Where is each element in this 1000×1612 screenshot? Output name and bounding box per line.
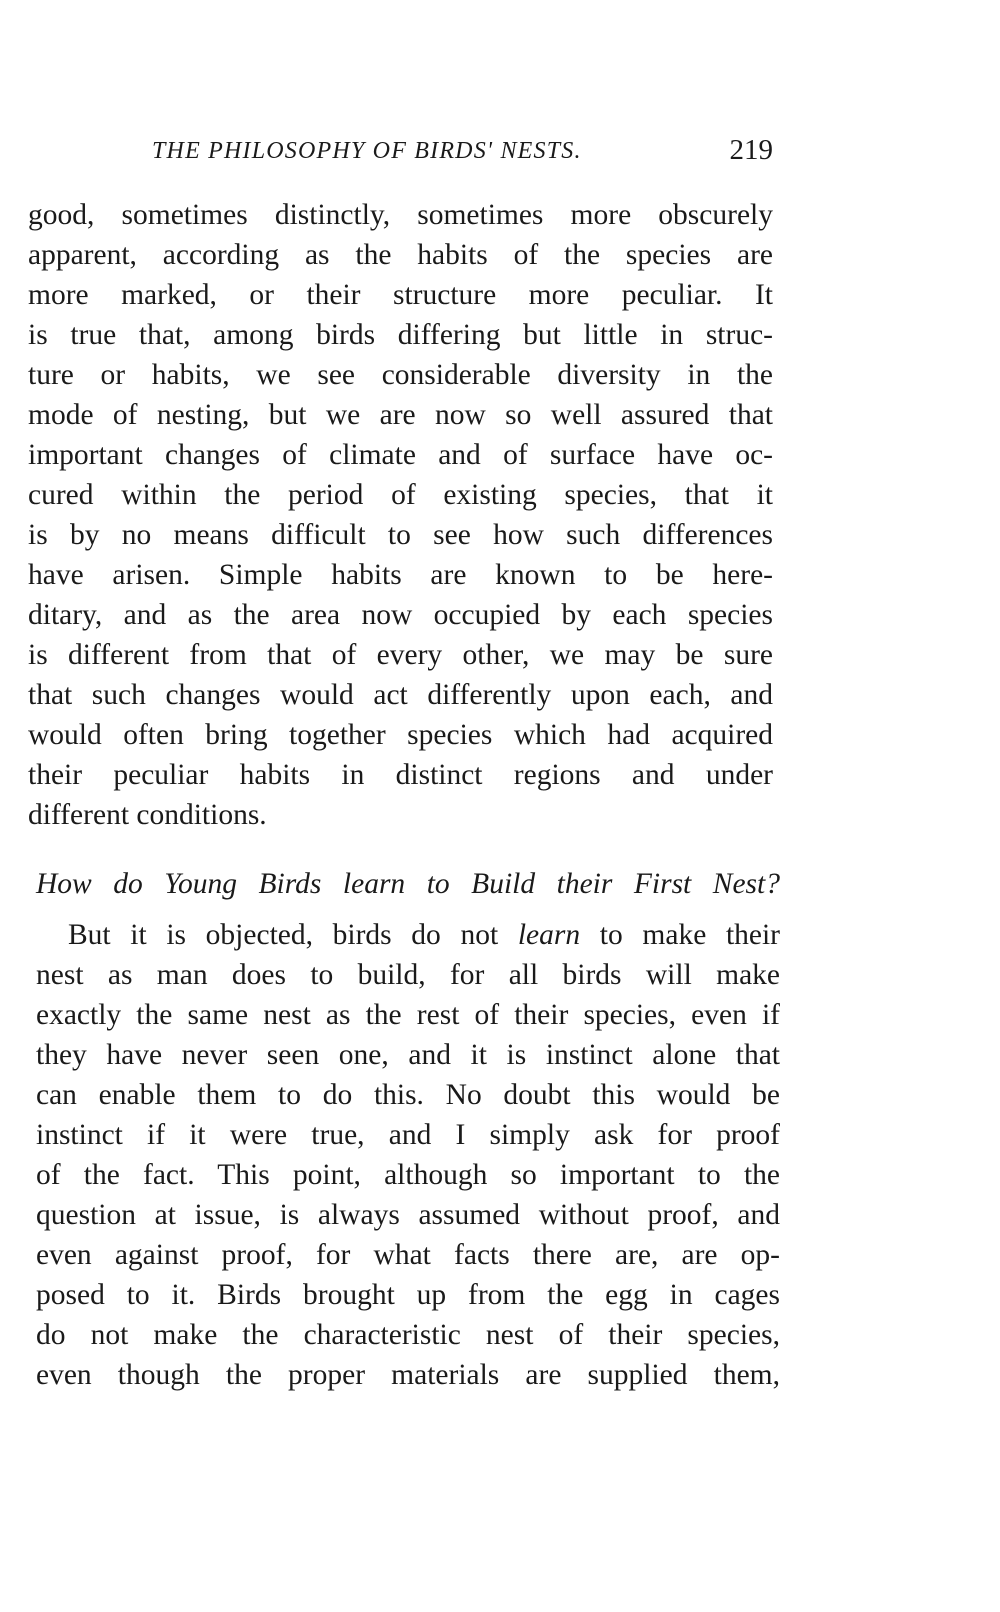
text-line: mode of nesting, but we are now so well assured that: [28, 399, 773, 431]
text-line: of the fact. This point, although so important to the: [36, 1159, 780, 1191]
section-heading: How do Young Birds learn to Build their First Nest?: [36, 868, 780, 900]
text-line: would often bring together species which had acquired: [28, 719, 773, 751]
text-span: But it is objected, birds do not: [68, 919, 518, 951]
text-line: different conditions.: [28, 799, 267, 831]
running-head: [28, 134, 773, 174]
page-number: 219: [729, 134, 773, 166]
text-line: apparent, according as the habits of the species are: [28, 239, 773, 271]
running-title: THE PHILOSOPHY OF BIRDS' NESTS.: [152, 138, 582, 164]
text-line: have arisen. Simple habits are known to be here-: [28, 559, 773, 591]
text-span: to make their: [580, 919, 781, 951]
text-line: their peculiar habits in distinct regions and under: [28, 759, 773, 791]
text-line: do not make the characteristic nest of their species,: [36, 1319, 780, 1351]
text-line: cured within the period of existing species, that it: [28, 479, 773, 511]
text-line: posed to it. Birds brought up from the egg in cages: [36, 1279, 780, 1311]
text-line: instinct if it were true, and I simply ask for proof: [36, 1119, 780, 1151]
text-line: is by no means difficult to see how such differences: [28, 519, 773, 551]
text-line: that such changes would act differently upon each, and: [28, 679, 773, 711]
text-line: ditary, and as the area now occupied by each species: [28, 599, 773, 631]
text-line: question at issue, is always assumed without proof, and: [36, 1199, 780, 1231]
text-line: more marked, or their structure more peculiar. It: [28, 279, 773, 311]
text-line: even though the proper materials are supplied them,: [36, 1359, 780, 1391]
emphasis-learn: learn: [517, 919, 581, 951]
text-line: is different from that of every other, we may be sure: [28, 639, 773, 671]
text-line: good, sometimes distinctly, sometimes more obscurely: [28, 199, 773, 231]
text-line: nest as man does to build, for all birds will make: [36, 959, 780, 991]
text-line: important changes of climate and of surface have oc-: [28, 439, 773, 471]
text-line: exactly the same nest as the rest of their species, even if: [36, 999, 780, 1031]
text-line: [68, 915, 780, 955]
text-line: can enable them to do this. No doubt this would be: [36, 1079, 780, 1111]
text-line: even against proof, for what facts there are, are op-: [36, 1239, 780, 1271]
text-line: is true that, among birds differing but little in struc-: [28, 319, 773, 351]
text-line: they have never seen one, and it is instinct alone that: [36, 1039, 780, 1071]
text-line: ture or habits, we see considerable diversity in the: [28, 359, 773, 391]
